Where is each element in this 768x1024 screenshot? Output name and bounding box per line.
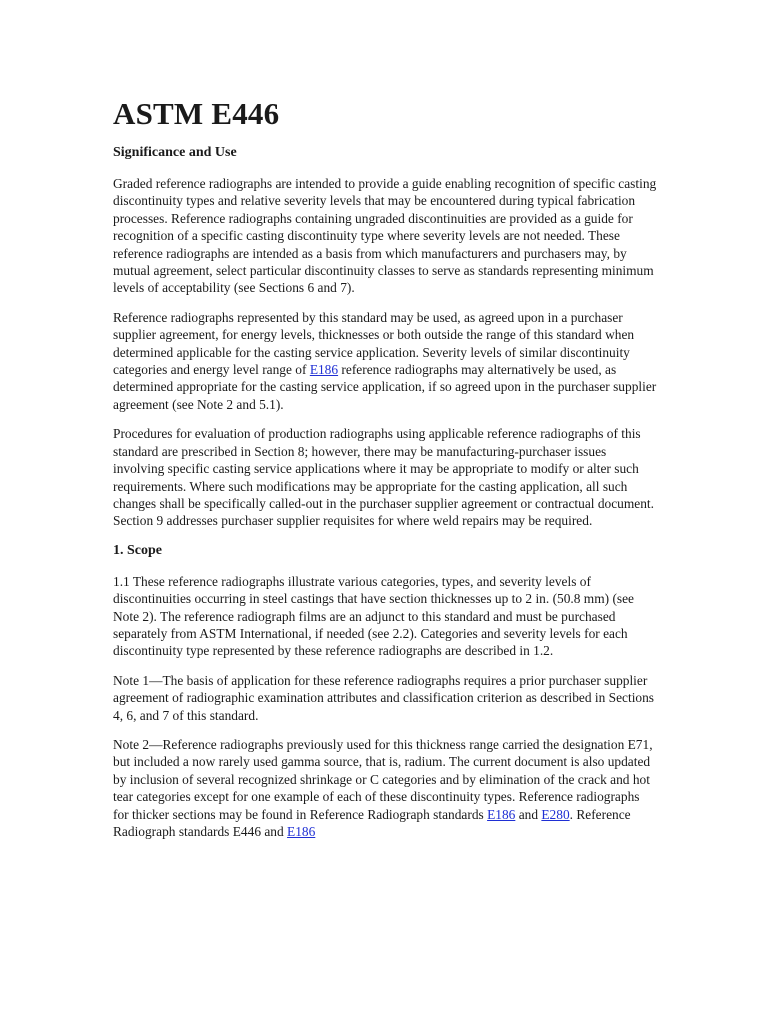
link-e186[interactable]: E186	[287, 824, 316, 839]
paragraph-significance-3: Procedures for evaluation of production radiographs using applicable reference radiographs of this standard are prescribed in Section 8; however, there may be manufacturing-purchaser issues involving specific casting service applications where it may be appropriate to modify or alter such requirements. Where such modifications may be appropriate for the casting application, all such changes shall be specifically called-out in the purchaser supplier agreement or contractual document. Section 9 addresses purchaser supplier requisites for where weld repairs may be required.	[113, 426, 654, 529]
document-body	[113, 96, 658, 852]
note-2	[113, 736, 658, 840]
paragraph-significance-1: Graded reference radiographs are intended to provide a guide enabling recognition of specific casting discontinuity types and relative severity levels that may be encountered during typical fabrication processes. Reference radiographs containing ungraded discontinuities are provided as a guide for recognition of a specific casting discontinuity type where severity levels are not needed. These reference radiographs are intended as a basis from which manufacturers and purchasers may, by mutual agreement, select particular discontinuity classes to serve as standards representing minimum levels of acceptability (see Sections 6 and 7).	[113, 176, 657, 296]
link-e186[interactable]: E186	[309, 362, 339, 378]
section-heading-scope: 1. Scope	[113, 542, 162, 558]
paragraph-significance-2	[113, 309, 658, 413]
paragraph-scope-1-1: 1.1 These reference radiographs illustrate various categories, types, and severity levels of discontinuities occurring in steel castings that have section thicknesses up to 2 in. (50.8 mm) (see Note 2). The reference radiograph films are an adjunct to this standard and must be purchased separately from ASTM International, if needed (see 2.2). Categories and severity levels for each discontinuity type represented by these reference radiographs are described in 1.2.	[113, 573, 635, 659]
note-1: Note 1—The basis of application for these reference radiographs requires a prior purchaser supplier agreement of radiographic examination attributes and classification criterion as described in Sections 4, 6, and 7 of this standard.	[113, 672, 655, 723]
section-heading-significance: Significance and Use	[113, 145, 237, 160]
document-title: ASTM E446	[113, 96, 280, 131]
paragraph-text: reference radiographs may alternatively be used, as determined appropriate for the casting service application, if so agreed upon in the purchaser supplier agreement (see Note 2 and 5.1).	[113, 362, 657, 412]
note-text: and	[515, 806, 542, 822]
link-e186[interactable]: E186	[487, 806, 516, 822]
note-text: Note 2—Reference radiographs previously used for this thickness range carried the designation E71, but included a now rarely used gamma source, that is, radium. The current document is also updated by inclusion of several recognized shrinkage or C categories and by elimination of the crack and hot tear categories except for one example of each of these discontinuity types. Reference radiographs for thicker sections may be found in Reference Radiograph standards	[113, 736, 653, 822]
note-text: . Reference Radiograph standards E446 and	[113, 806, 631, 839]
paragraph-text: Reference radiographs represented by this standard may be used, as agreed upon in a purchaser supplier agreement, for energy levels, thicknesses or both outside the range of this standard when determined applicable for the casting service application. Severity levels of similar discontinuity categories and energy level range of	[113, 309, 635, 378]
link-e280[interactable]: E280	[541, 806, 570, 822]
